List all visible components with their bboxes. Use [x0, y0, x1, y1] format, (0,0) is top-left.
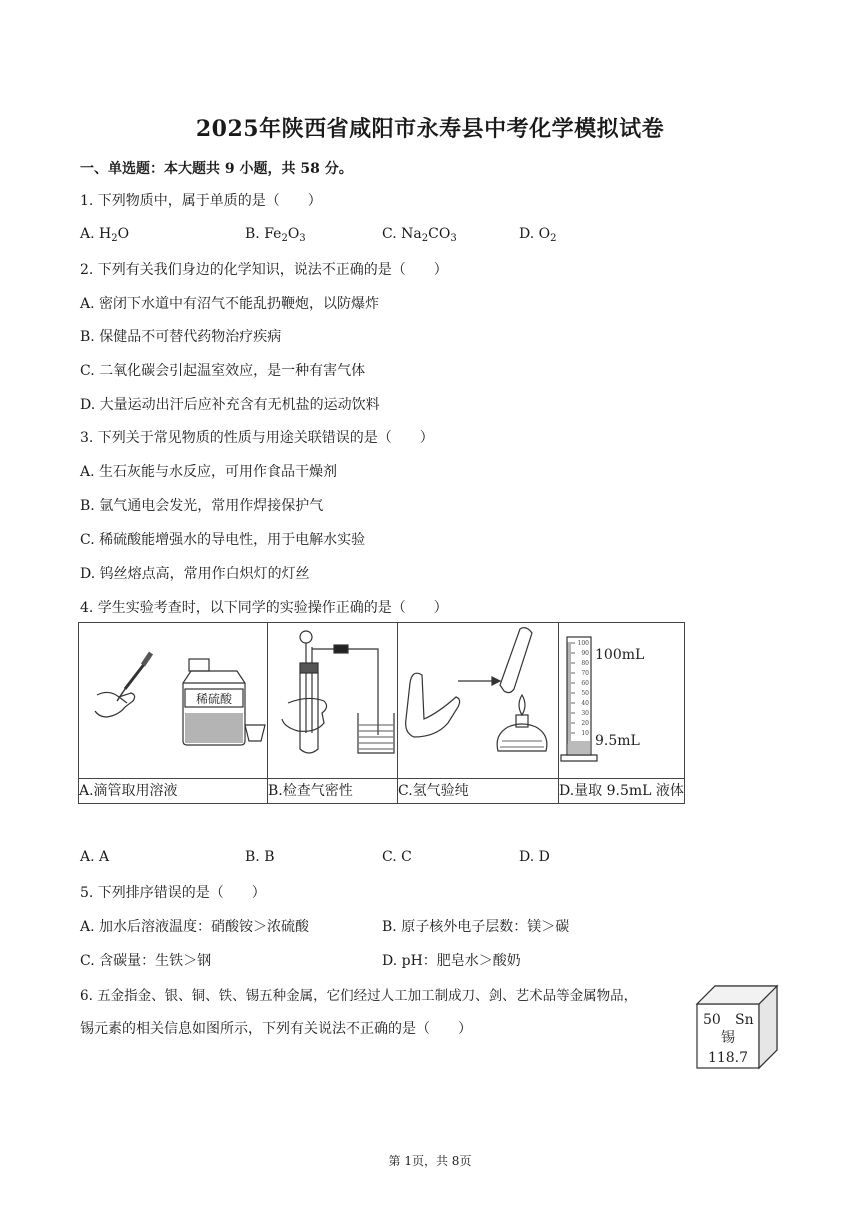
- cylinder-tick-100: 100: [577, 640, 589, 647]
- dropper-illustration: [79, 623, 267, 774]
- question-1-stem: 1. 下列物质中，属于单质的是（ ）: [80, 193, 322, 209]
- q5-option-b: B. 原子核外电子层数：镁＞碳: [382, 919, 570, 935]
- q2-option-b: B. 保健品不可替代药物治疗疾病: [80, 329, 282, 345]
- cylinder-tick-20: 20: [581, 720, 589, 727]
- q5-option-d: D. pH：肥皂水＞酸奶: [382, 953, 521, 969]
- cylinder-tick-90: 90: [581, 650, 589, 657]
- cylinder-tick-40: 40: [581, 700, 589, 707]
- q3-option-b: B. 氩气通电会发光，常用作焊接保护气: [80, 498, 324, 514]
- cylinder-tick-60: 60: [581, 680, 589, 687]
- figure-d-cylinder: [559, 623, 685, 779]
- question-3-stem: 3. 下列关于常见物质的性质与用途关联错误的是（ ）: [80, 430, 434, 446]
- cylinder-tick-50: 50: [581, 690, 589, 697]
- cylinder-tick-80: 80: [581, 660, 589, 667]
- q1-option-d: D. $O_2$: [519, 226, 557, 244]
- q4-option-c: C. C: [382, 849, 412, 865]
- q2-option-a: A. 密闭下水道中有沼气不能乱扔鞭炮，以防爆炸: [80, 296, 380, 312]
- q4-option-d: D. D: [519, 849, 550, 865]
- page-footer: 第 1页，共 8页: [388, 1154, 472, 1168]
- element-symbol: Sn: [735, 1012, 754, 1028]
- airtightness-illustration: [268, 623, 397, 774]
- q3-option-a: A. 生石灰能与水反应，可用作食品干燥剂: [80, 464, 338, 480]
- q2-option-c: C. 二氧化碳会引起温室效应，是一种有害气体: [80, 363, 366, 379]
- q4-option-b: B. B: [245, 849, 275, 865]
- cylinder-tick-30: 30: [581, 710, 589, 717]
- element-name: 锡: [721, 1030, 735, 1046]
- exam-title: 2025年陕西省咸阳市永寿县中考化学模拟试卷: [195, 116, 665, 142]
- question-6-line-1: 6. 五金指金、银、铜、铁、锡五种金属，它们经过人工加工制成刀、剑、艺术品等金属物品，: [80, 988, 638, 1004]
- question-5-stem: 5. 下列排序错误的是（ ）: [80, 885, 266, 901]
- cylinder-capacity-label: 100mL: [595, 647, 645, 663]
- q1-option-b: B. $Fe_2O_3$: [245, 226, 306, 244]
- q1-option-c: C. $Na_2CO_3$: [382, 226, 457, 244]
- atomic-mass: 118.7: [707, 1050, 749, 1066]
- q5-option-a: A. 加水后溶液温度：硝酸铵＞浓硫酸: [80, 919, 310, 935]
- caption-a: A.滴管取用溶液: [79, 779, 268, 804]
- q1-option-a: A. $H_2O$: [80, 226, 130, 244]
- section-heading: 一、单选题：本大题共 9 小题，共 58 分。: [80, 161, 353, 177]
- atomic-number: 50: [703, 1012, 721, 1028]
- question-2-stem: 2. 下列有关我们身边的化学知识，说法不正确的是（ ）: [80, 262, 448, 278]
- figure-c-hydrogen-test: [398, 623, 559, 779]
- q2-option-d: D. 大量运动出汗后应补充含有无机盐的运动饮料: [80, 397, 380, 413]
- q5-option-c: C. 含碳量：生铁＞钢: [80, 953, 212, 969]
- question-6-line-2: 锡元素的相关信息如图所示，下列有关说法不正确的是（ ）: [80, 1021, 472, 1037]
- figure-a-dropper: [79, 623, 268, 779]
- q3-option-c: C. 稀硫酸能增强水的导电性，用于电解水实验: [80, 532, 366, 548]
- acid-bottle-label: 稀硫酸: [195, 692, 233, 706]
- caption-c: C.氢气验纯: [398, 779, 559, 804]
- tin-element-card: [695, 984, 779, 1070]
- caption-b: B.检查气密性: [268, 779, 398, 804]
- cylinder-level-label: 9.5mL: [595, 733, 640, 749]
- question-4-stem: 4. 学生实验考查时，以下同学的实验操作正确的是（ ）: [80, 600, 448, 616]
- cylinder-illustration: [559, 623, 683, 774]
- q3-option-d: D. 钨丝熔点高，常用作白炽灯的灯丝: [80, 566, 310, 582]
- cylinder-tick-10: 10: [581, 730, 589, 737]
- q4-option-a: A. A: [80, 849, 110, 865]
- lab-operations-table: [78, 622, 685, 804]
- hydrogen-test-illustration: [398, 623, 558, 774]
- caption-d: D.量取 9.5mL 液体: [559, 779, 685, 804]
- cylinder-tick-70: 70: [581, 670, 589, 677]
- figure-b-airtightness: [268, 623, 398, 779]
